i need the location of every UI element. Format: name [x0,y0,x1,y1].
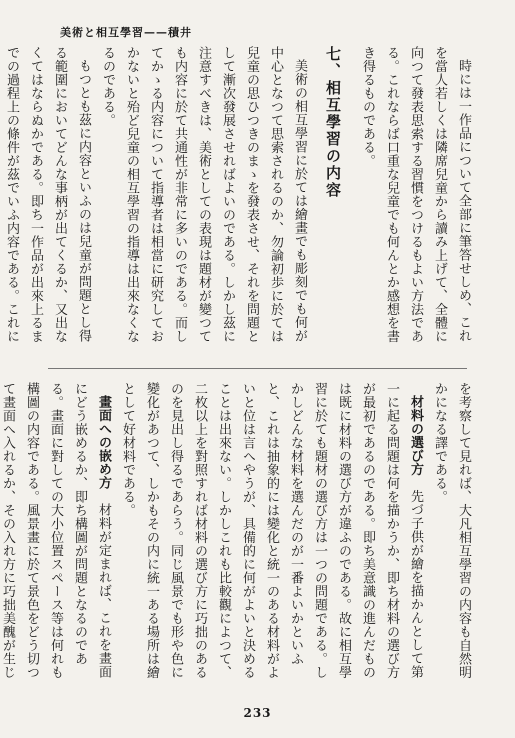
section-divider [48,368,467,369]
paragraph: 先づ子供が繪を描かんとして第一に起る問題は何を描かうか、即ち材料の選び方が最初であるのである。即ち美意識の進んだものは既に材料の選び方が違ふのである。故に相互學習に於ても題材の選び方は一つの問題である。しかしどんな材料を選んだのが一番よいかといふと、これは抽象的には變化と統一のある材料がよいと位は言へやうが、具備的に何がよいと決めることは出來ない。しかしこれも比較觀によつて、二枚以上を對照すれば材料の選び方に巧拙のあるのを見出し得るであらう。同じ風景でも形や色に變化があつて、しかもその内に統一ある場所は繪として好材料である。 [120,382,423,679]
subheading: 材料の選び方 [408,395,423,476]
subheading: 畫面への嵌め方 [96,395,111,490]
paragraph: 材料が定まれば、これを畫面にどう嵌めるか、即ち構圖が問題となるのである。畫面に對しての大小位置スペース等は何れも構圖の内容である。風景畫に於て景色をどう切つて畫面へ入れるか、その入れ方に巧拙美醜が生じ [0,382,111,679]
paragraph: 時には一作品について全部に筆答せしめ、これを當人若しくは隣席兒童から讀み上げて、全體に向つて發表思索する習慣をつけるもよい方法である。これならば口重な兒童でも何んとか感想を書き得るものである。 [360,46,471,343]
paragraph: もつとも茲に内容といふのは兒童が問題とし得る範圍においてどんな事柄が出てくるか、又出なくてはならぬかである。即ち一作品が出來上るまでの過程上の條件が茲でいふ内容である。これに [4,46,91,343]
page-number: 233 [243,706,272,720]
lower-text-block [0,382,475,682]
paragraph: 美術の相互學習に於ては繪畫でも彫刻でも何が中心となつて思索されるのか、勿論初歩に於ては兒童の思ひつきのまゝを發表させ、それを問題として漸次發展させればよいのである。しかし茲に注意すべきは、美術としての表現は題材が變つても内容に於て共通性が非常に多いのである。而してかゝる内容について指導者は相當に研究しておかないと殆ど兒童の相互學習の指導は出來なくなるのである。 [100,46,307,343]
section-heading: 七、相互學習の内容 [324,46,342,199]
running-header: 美術と相互學習——積井 [60,26,192,39]
paragraph: を考察して見れば、大凡相互學習の内容も自然明かになる譯である。 [432,382,471,679]
upper-text-block [4,46,475,346]
